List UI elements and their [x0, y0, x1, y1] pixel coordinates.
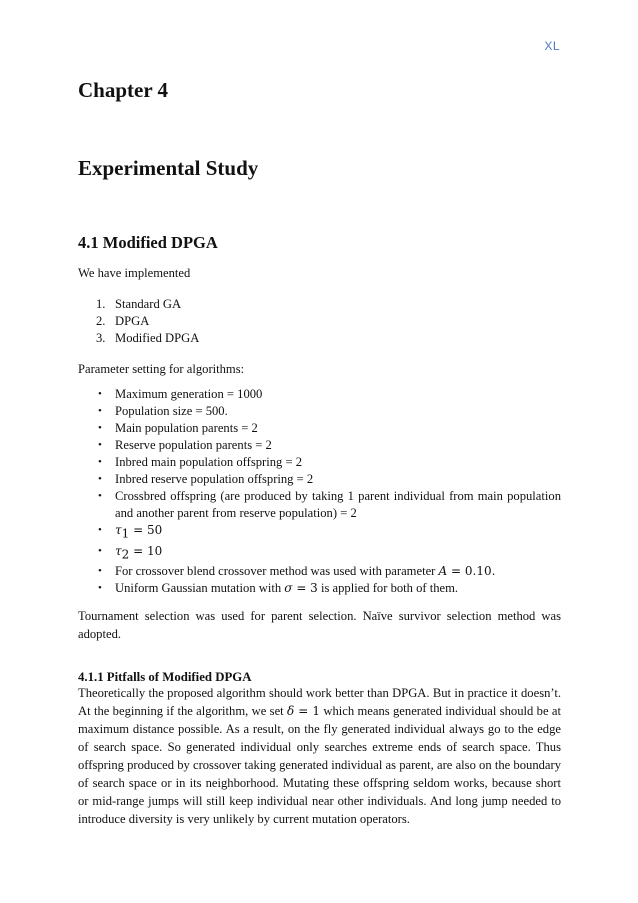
list-item-text: Maximum generation = 1000	[115, 387, 263, 401]
mutation-value: = 3	[292, 581, 318, 596]
parameter-list	[78, 386, 561, 597]
pitfalls-text-end: which means generated individual should be at maximum distance possible. As a result, on the fly generated individual always go to the edge of search space. So generated individual only searches extreme ends of search space. Thus offspring produced by crossover taking generated individual as parent, are also on the boundary of search space or in its neighborhood. Mutating these offspring seldom works, because short or mid-range jumps will still keep individual near other individuals. And long jump needed to introduce diversity is very unlikely by current mutation operators.	[78, 704, 561, 826]
list-item	[78, 580, 561, 597]
bullet-icon: •	[98, 456, 102, 468]
list-item	[78, 330, 561, 347]
bullet-icon: •	[98, 565, 102, 578]
list-item-text: Population size = 500.	[115, 404, 228, 418]
list-number: 3.	[96, 331, 106, 345]
list-item-text: Main population parents = 2	[115, 421, 258, 435]
chapter-title: Experimental Study	[78, 156, 259, 180]
selection-paragraph: Tournament selection was used for parent selection. Naïve survivor selection method was adopted.	[78, 609, 561, 641]
tau1-value: = 50	[129, 523, 163, 537]
bullet-icon: •	[98, 439, 102, 451]
bullet-icon: •	[98, 388, 102, 400]
list-number: 1.	[96, 297, 106, 311]
crossover-variable: A	[438, 564, 448, 579]
mutation-variable: σ	[284, 581, 293, 596]
crossover-value: = 0.10.	[447, 564, 496, 579]
section-heading: 4.1 Modified DPGA	[78, 233, 218, 252]
parameter-intro: Parameter setting for algorithms:	[78, 362, 245, 376]
list-item	[78, 386, 561, 403]
tau2-value: = 10	[129, 543, 163, 558]
tau2-subscript: 2	[121, 547, 130, 562]
bullet-icon: •	[98, 473, 102, 485]
chapter-label: Chapter 4	[78, 78, 169, 102]
bullet-icon: •	[98, 544, 102, 557]
crossover-text: For crossover blend crossover method was used with parameter	[115, 564, 439, 579]
list-item	[78, 471, 561, 488]
bullet-icon: •	[98, 405, 102, 417]
pitfalls-text-start: Theoretically the proposed algorithm should work better than DPGA. But in practice it doesn’t. At the beginning if the algorithm, we set	[78, 686, 561, 718]
mutation-text-end: is applied for both of them.	[317, 581, 459, 596]
tau2-symbol: τ	[115, 543, 122, 558]
list-item-text: Reserve population parents = 2	[115, 438, 272, 452]
subsection-heading: 4.1.1 Pitfalls of Modified DPGA	[78, 669, 252, 684]
implemented-list	[78, 296, 561, 347]
list-item	[78, 543, 561, 564]
list-item	[78, 454, 561, 471]
intro-paragraph: We have implemented	[78, 266, 191, 280]
list-item-text: Standard GA	[115, 297, 182, 311]
list-item-text: DPGA	[115, 314, 150, 328]
list-item	[78, 437, 561, 454]
list-number: 2.	[96, 314, 106, 328]
pitfalls-paragraph	[78, 684, 561, 828]
bullet-icon: •	[98, 582, 102, 595]
list-item	[78, 296, 561, 313]
bullet-icon: •	[98, 422, 102, 434]
bullet-icon: •	[98, 490, 102, 502]
bullet-icon: •	[98, 524, 102, 536]
list-item	[78, 403, 561, 420]
list-item-text: Inbred reserve population offspring = 2	[115, 472, 314, 486]
list-item	[78, 563, 561, 580]
mutation-text: Uniform Gaussian mutation with	[115, 581, 285, 596]
delta-variable: δ	[287, 704, 295, 718]
tau1-symbol: τ	[115, 523, 122, 537]
list-item	[78, 420, 561, 437]
list-item-text: Inbred main population offspring = 2	[115, 455, 302, 469]
delta-value: = 1	[294, 704, 320, 718]
page-number: XL	[544, 39, 560, 53]
list-item-text: Modified DPGA	[115, 331, 200, 345]
list-item-text: Crossbred offspring (are produced by taking 1 parent individual from main population and another parent from reserve population) = 2	[115, 489, 561, 520]
list-item	[78, 313, 561, 330]
list-item	[78, 522, 561, 543]
tau1-subscript: 1	[121, 526, 130, 541]
list-item	[78, 488, 561, 522]
